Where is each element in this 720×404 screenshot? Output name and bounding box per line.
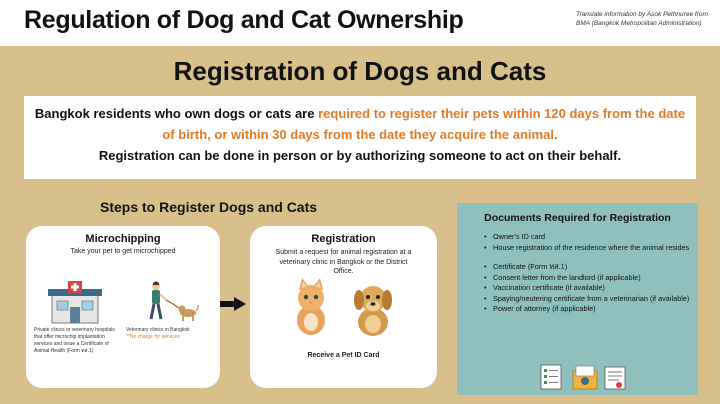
document-item: • Owner's ID card: [484, 232, 696, 243]
intro-text-part2: Registration can be done in person or by authorizing someone to act on their behalf.: [98, 148, 622, 163]
document-item: • Vaccination certificate (if available): [484, 283, 696, 294]
section-title: Registration of Dogs and Cats: [173, 56, 547, 86]
documents-title: Documents Required for Registration: [484, 212, 671, 224]
vet-clinic-caption: [126, 327, 216, 341]
steps-title: Steps to Register Dogs and Cats: [100, 199, 318, 215]
pet-id-card-label: Receive a Pet ID Card: [307, 352, 380, 359]
document-item: • Spaying/neutering certificate from a veterinarian (if available): [484, 294, 696, 305]
documents-icon: [539, 363, 629, 391]
document-item: • Power of attorney (if applicable): [484, 304, 696, 315]
registration-title: Registration: [311, 233, 376, 245]
arrow-right-icon: [220, 297, 246, 311]
documents-list: [484, 232, 696, 315]
intro-box: [24, 96, 696, 179]
credit-text: Translate information by Asok Pethnuree from BMA (Bangkok Metropolitan Administration): [576, 11, 708, 27]
intro-text-part1: Bangkok residents who own dogs or cats are: [34, 106, 319, 121]
microchipping-subtitle: Take your pet to get microchipped: [70, 248, 176, 255]
dog-icon: [350, 278, 396, 336]
document-item: • House registration of the residence where the animal resides: [484, 243, 696, 254]
cat-icon: [288, 278, 334, 336]
vet-clinic-label: Veterinary clinics in Bangkok: [126, 327, 190, 333]
no-charge-note: **No charge for services: [126, 334, 180, 340]
hospital-icon: [48, 281, 102, 325]
vet-walking-dog-icon: [142, 281, 202, 325]
documents-panel: [457, 203, 698, 395]
microchip-clinic-caption: Private clinics or veterinary hospitals that offer microchip implantation services and issue a Certificate of Animal Health (Form ทส.1): [34, 327, 115, 354]
registration-card: [250, 226, 437, 388]
microchipping-title: Microchipping: [85, 233, 161, 245]
document-item: • Certificate (Form ทส.1): [484, 262, 696, 273]
document-item: • Consent letter from the landlord (if applicable): [484, 273, 696, 284]
registration-description: Submit a request for animal registration at a veterinary clinic in Bangkok or the District Office.: [275, 249, 412, 275]
page-title: Regulation of Dog and Cat Ownership: [24, 6, 464, 34]
intro-highlight: required to register their pets within 120 days from the date of birth, or within 30 days from the date they acquire the animal.: [162, 106, 686, 142]
header-bar: [0, 0, 720, 46]
microchipping-card: [26, 226, 220, 388]
